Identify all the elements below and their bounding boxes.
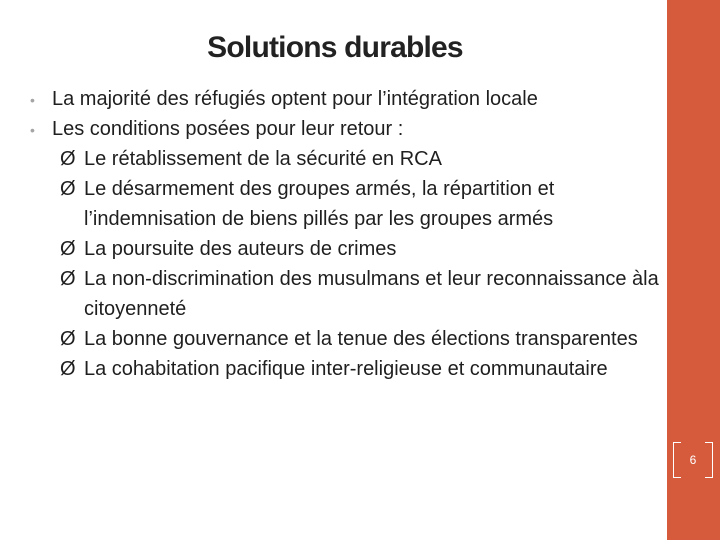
subpoint-item xyxy=(30,144,660,174)
arrow-bullet-icon: Ø xyxy=(60,328,76,350)
arrow-bullet-icon: Ø xyxy=(60,268,76,290)
bullet-text: La majorité des réfugiés optent pour l’intégration locale xyxy=(52,88,538,110)
subpoint-item xyxy=(30,174,660,234)
bullet-dot-icon: • xyxy=(30,92,35,108)
subpoint-item xyxy=(30,234,660,264)
page-number: 6 xyxy=(689,453,697,467)
slide-title: Solutions durables xyxy=(207,31,463,64)
subpoint-text: Le rétablissement de la sécurité en RCA xyxy=(84,148,442,170)
arrow-bullet-icon: Ø xyxy=(60,178,76,200)
subpoint-item xyxy=(30,354,660,384)
subpoint-text: La cohabitation pacifique inter-religieuse et communautaire xyxy=(84,358,608,380)
subpoint-text: La bonne gouvernance et la tenue des élections transparentes xyxy=(84,328,638,350)
page-number-badge xyxy=(673,442,713,478)
subpoint-text: La poursuite des auteurs de crimes xyxy=(84,238,397,260)
arrow-bullet-icon: Ø xyxy=(60,358,76,380)
bullet-text: Les conditions posées pour leur retour : xyxy=(52,118,404,140)
arrow-bullet-icon: Ø xyxy=(60,148,76,170)
subpoint-text: Le désarmement des groupes armés, la répartition et l’indemnisation de biens pillés par les groupes armés xyxy=(84,178,555,230)
arrow-bullet-icon: Ø xyxy=(60,238,76,260)
bullet-item xyxy=(30,114,660,144)
subpoint-text: La non-discrimination des musulmans et leur reconnaissance àla citoyenneté xyxy=(84,268,659,320)
subpoint-item xyxy=(30,264,660,324)
subpoint-item xyxy=(30,324,660,354)
bullet-dot-icon: • xyxy=(30,122,35,138)
bullet-item xyxy=(30,84,660,114)
slide-content xyxy=(30,84,660,384)
